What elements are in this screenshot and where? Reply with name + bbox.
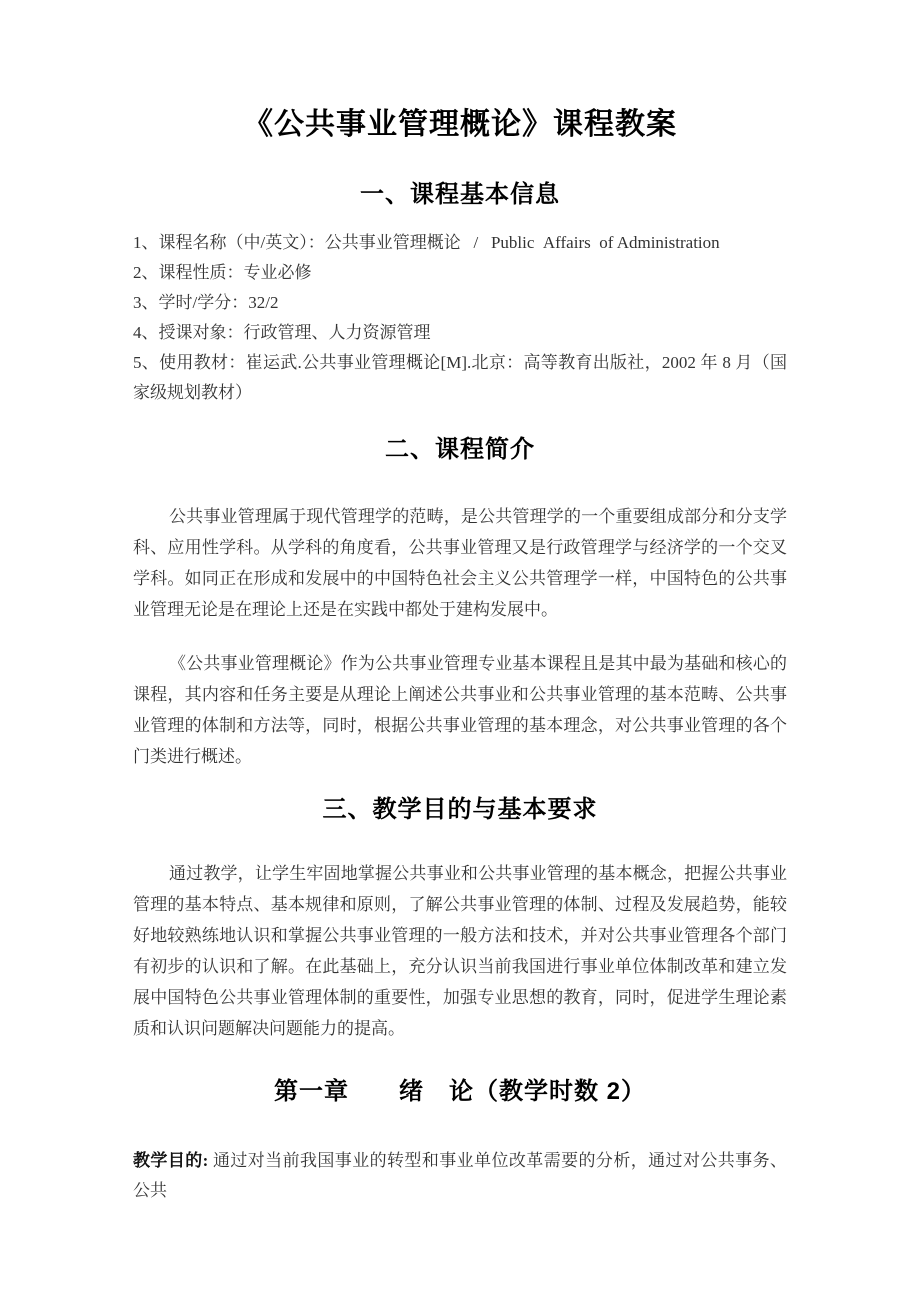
course-intro-paragraph-1: 公共事业管理属于现代管理学的范畴，是公共管理学的一个重要组成部分和分支学科、应用性学科。从学科的角度看，公共事业管理又是行政管理学与经济学的一个交叉学科。如同正在形成和发展中的中国特色社会主义公共管理学一样，中国特色的公共事业管理无论是在理论上还是在实践中都处于建构发展中。 bbox=[133, 507, 787, 619]
document-content bbox=[133, 107, 787, 1206]
teaching-objective-line bbox=[133, 1146, 787, 1206]
course-intro-paragraph-2: 《公共事业管理概论》作为公共事业管理专业基本课程且是其中最为基础和核心的课程，其内容和任务主要是从理论上阐述公共事业和公共事业管理的基本范畴、公共事业管理的体制和方法等，同时，根据公共事业管理的基本理念，对公共事业管理的各个门类进行概述。 bbox=[133, 654, 787, 766]
document-title: 《公共事业管理概论》课程教案 bbox=[243, 108, 677, 141]
teaching-objective-label: 教学目的: bbox=[133, 1151, 209, 1170]
section-heading-course-intro: 二、课程简介 bbox=[385, 436, 535, 463]
section-heading-basic-info: 一、课程基本信息 bbox=[360, 181, 560, 208]
objectives-paragraph: 通过教学，让学生牢固地掌握公共事业和公共事业管理的基本概念，把握公共事业管理的基本特点、基本规律和原则，了解公共事业管理的体制、过程及发展趋势，能较好地较熟练地认识和掌握公共事业管理的一般方法和技术，并对公共事业管理各个部门有初步的认识和了解。在此基础上，充分认识当前我国进行事业单位体制改革和建立发展中国特色公共事业管理体制的重要性，加强专业思想的教育，同时，促进学生理论素质和认识问题解决问题能力的提高。 bbox=[133, 864, 787, 1038]
course-info-item-name: 1、课程名称（中/英文）：公共事业管理概论 / Public Affairs of Administration bbox=[133, 233, 720, 252]
course-info-item-textbook: 5、使用教材：崔运武.公共事业管理概论[M].北京：高等教育出版社，2002 年 8 月（国家级规划教材） bbox=[133, 353, 787, 402]
teaching-objective-text: 通过对当前我国事业的转型和事业单位改革需要的分析，通过对公共事务、公共 bbox=[133, 1151, 787, 1200]
section-heading-objectives: 三、教学目的与基本要求 bbox=[322, 796, 598, 823]
course-info-list bbox=[133, 228, 787, 408]
course-info-item-nature: 2、课程性质：专业必修 bbox=[133, 263, 312, 282]
course-info-item-audience: 4、授课对象：行政管理、人力资源管理 bbox=[133, 323, 431, 342]
course-info-item-hours-credits: 3、学时/学分：32/2 bbox=[133, 293, 279, 312]
chapter-heading: 第一章 绪 论（教学时数 2） bbox=[273, 1078, 646, 1105]
